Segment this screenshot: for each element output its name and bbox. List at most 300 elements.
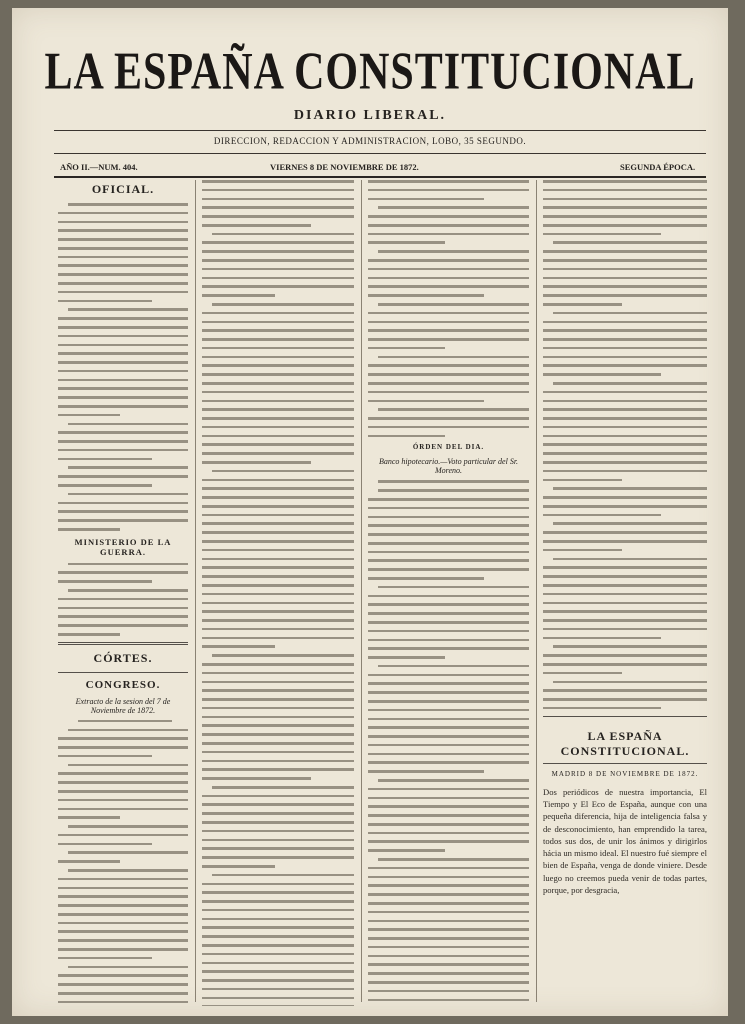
text-line xyxy=(368,417,529,420)
text-line xyxy=(368,391,529,394)
text-line xyxy=(58,816,120,819)
text-line xyxy=(543,338,707,341)
text-line xyxy=(368,963,529,966)
text-line xyxy=(543,250,707,253)
text-line xyxy=(202,373,354,376)
text-line xyxy=(543,663,707,666)
section-divider xyxy=(58,672,188,673)
text-line xyxy=(202,619,354,622)
text-line xyxy=(368,876,529,879)
column-divider xyxy=(361,180,362,1002)
text-line xyxy=(58,387,188,390)
text-line xyxy=(58,624,188,627)
text-line xyxy=(202,803,354,806)
text-line xyxy=(543,206,707,209)
text-line xyxy=(202,452,354,455)
text-line xyxy=(202,443,354,446)
text-line xyxy=(202,663,354,666)
text-line xyxy=(212,470,354,473)
text-line xyxy=(378,779,529,782)
text-line xyxy=(212,786,354,789)
text-line xyxy=(58,904,188,907)
text-line xyxy=(368,347,445,350)
text-line xyxy=(202,496,354,499)
text-line xyxy=(368,241,445,244)
text-line xyxy=(378,250,529,253)
text-line xyxy=(58,887,188,890)
text-line xyxy=(58,808,188,811)
text-line xyxy=(202,215,354,218)
text-line xyxy=(368,198,484,201)
text-line xyxy=(58,737,188,740)
section-divider xyxy=(543,716,707,717)
text-line xyxy=(202,689,354,692)
text-line xyxy=(368,233,529,236)
text-line xyxy=(58,440,188,443)
text-line xyxy=(58,799,188,802)
text-line xyxy=(58,510,188,513)
text-line xyxy=(543,303,622,306)
text-line xyxy=(202,250,354,253)
text-line xyxy=(378,586,529,589)
text-line xyxy=(553,522,707,525)
text-line xyxy=(58,755,152,758)
text-line xyxy=(58,282,188,285)
text-line xyxy=(368,884,529,887)
text-line xyxy=(543,672,622,675)
text-line xyxy=(553,487,707,490)
text-line xyxy=(58,370,188,373)
text-line xyxy=(553,681,707,684)
text-line xyxy=(378,489,529,492)
text-line xyxy=(368,920,529,923)
text-line xyxy=(368,937,529,940)
column-2 xyxy=(202,180,354,1006)
text-line xyxy=(58,502,188,505)
text-line xyxy=(58,957,152,960)
text-line xyxy=(58,344,188,347)
text-line xyxy=(553,241,707,244)
column-divider xyxy=(195,180,196,1002)
text-line xyxy=(58,291,188,294)
text-line xyxy=(202,988,354,991)
text-line xyxy=(202,347,354,350)
text-line xyxy=(202,865,275,868)
text-line xyxy=(202,856,354,859)
text-line xyxy=(543,461,707,464)
text-line xyxy=(543,259,707,262)
section-heading-cortes: CÓRTES. xyxy=(93,650,153,665)
text-line xyxy=(368,568,529,571)
text-line xyxy=(368,797,529,800)
text-line xyxy=(202,435,354,438)
section-heading-orden: ÓRDEN DEL DIA. xyxy=(412,443,485,452)
text-line xyxy=(78,720,172,723)
text-line xyxy=(368,972,529,975)
text-line xyxy=(202,487,354,490)
text-line xyxy=(543,198,707,201)
text-line xyxy=(202,768,354,771)
text-line xyxy=(68,825,188,828)
text-line xyxy=(202,558,354,561)
text-line xyxy=(368,603,529,606)
text-line xyxy=(58,300,152,303)
text-line xyxy=(543,479,622,482)
text-line xyxy=(58,317,188,320)
text-line xyxy=(543,452,707,455)
text-line xyxy=(58,352,188,355)
text-line xyxy=(202,294,275,297)
header-rule-mid xyxy=(54,153,706,154)
text-line xyxy=(68,869,188,872)
text-line xyxy=(202,206,354,209)
text-line xyxy=(368,321,529,324)
text-line xyxy=(368,285,529,288)
text-line xyxy=(202,224,311,227)
text-line xyxy=(368,849,445,852)
text-line xyxy=(378,206,529,209)
text-line xyxy=(543,329,707,332)
text-line xyxy=(202,400,354,403)
text-line xyxy=(202,645,275,648)
text-line xyxy=(368,682,529,685)
text-line xyxy=(58,528,120,531)
text-line xyxy=(543,189,707,192)
text-line xyxy=(368,744,529,747)
text-line xyxy=(368,621,529,624)
text-line xyxy=(202,821,354,824)
text-line xyxy=(202,1005,354,1006)
text-line xyxy=(202,514,354,517)
text-line xyxy=(543,540,707,543)
text-line xyxy=(543,593,707,596)
text-line xyxy=(202,830,354,833)
text-line xyxy=(553,645,707,648)
text-line xyxy=(543,566,707,569)
text-line xyxy=(202,198,354,201)
text-line xyxy=(202,970,354,973)
text-line xyxy=(202,602,354,605)
text-line xyxy=(368,814,529,817)
text-line xyxy=(212,654,354,657)
text-line xyxy=(368,516,529,519)
text-line xyxy=(202,180,354,183)
text-line xyxy=(368,770,484,773)
issue-epoch: SEGUNDA ÉPOCA. xyxy=(620,162,696,172)
text-line xyxy=(58,1001,188,1004)
text-line xyxy=(543,435,707,438)
text-line xyxy=(543,637,661,640)
text-line xyxy=(543,373,661,376)
text-line xyxy=(368,647,529,650)
session-extract-heading: Extracto de la sesion del 7 de Noviembre de 1872. xyxy=(75,696,171,715)
newspaper-page xyxy=(12,8,728,1016)
text-line xyxy=(202,391,354,394)
text-line xyxy=(58,326,188,329)
text-line xyxy=(543,215,707,218)
text-line xyxy=(68,308,188,311)
text-line xyxy=(202,285,354,288)
text-line xyxy=(68,423,188,426)
text-line xyxy=(553,382,707,385)
text-line xyxy=(543,268,707,271)
text-line xyxy=(543,224,707,227)
editorial-date: MADRID 8 DE NOVIEMBRE DE 1872. xyxy=(551,769,699,778)
text-line xyxy=(202,979,354,982)
text-line xyxy=(543,602,707,605)
text-line xyxy=(58,221,188,224)
text-line xyxy=(543,285,707,288)
text-line xyxy=(368,364,529,367)
text-line xyxy=(368,761,529,764)
text-line xyxy=(368,805,529,808)
text-line xyxy=(202,953,354,956)
text-line xyxy=(368,268,529,271)
text-line xyxy=(202,962,354,965)
text-line xyxy=(368,400,484,403)
text-line xyxy=(202,531,354,534)
text-line xyxy=(58,519,188,522)
text-line xyxy=(202,549,354,552)
text-line xyxy=(368,726,529,729)
text-line xyxy=(58,580,152,583)
text-line xyxy=(378,665,529,668)
text-line xyxy=(368,189,529,192)
text-line xyxy=(58,405,188,408)
text-line xyxy=(543,408,707,411)
text-line xyxy=(368,700,529,703)
text-line xyxy=(368,691,529,694)
text-line xyxy=(202,795,354,798)
text-line xyxy=(58,335,188,338)
text-line xyxy=(58,229,188,232)
text-line xyxy=(202,566,354,569)
text-line xyxy=(202,909,354,912)
text-line xyxy=(58,484,152,487)
text-line xyxy=(202,637,354,640)
text-line xyxy=(543,277,707,280)
text-line xyxy=(58,615,188,618)
text-line xyxy=(58,361,188,364)
text-line xyxy=(543,294,707,297)
text-line xyxy=(202,997,354,1000)
text-line xyxy=(378,303,529,306)
text-line xyxy=(58,983,188,986)
text-line xyxy=(58,974,188,977)
text-line xyxy=(543,514,661,517)
text-line xyxy=(368,928,529,931)
text-line xyxy=(202,356,354,359)
text-line xyxy=(68,589,188,592)
text-line xyxy=(368,215,529,218)
text-line xyxy=(543,180,707,183)
text-line xyxy=(368,498,529,501)
text-line xyxy=(202,777,311,780)
text-line xyxy=(202,268,354,271)
text-line xyxy=(202,417,354,420)
text-line xyxy=(58,772,188,775)
text-line xyxy=(58,571,188,574)
section-heading-ministerio: MINISTERIO DE LA GUERRA. xyxy=(74,536,172,557)
text-line xyxy=(202,733,354,736)
text-line xyxy=(58,913,188,916)
text-line xyxy=(368,718,529,721)
text-line xyxy=(368,277,529,280)
text-line xyxy=(368,507,529,510)
text-line xyxy=(378,480,529,483)
text-line xyxy=(368,981,529,984)
text-line xyxy=(543,347,707,350)
text-line xyxy=(68,563,188,566)
text-line xyxy=(58,449,188,452)
text-line xyxy=(58,212,188,215)
text-line xyxy=(202,321,354,324)
text-line xyxy=(202,593,354,596)
text-line xyxy=(58,843,152,846)
text-line xyxy=(202,742,354,745)
text-line xyxy=(58,475,188,478)
text-line xyxy=(368,955,529,958)
text-line xyxy=(202,628,354,631)
text-line xyxy=(378,356,529,359)
text-line xyxy=(378,858,529,861)
text-line xyxy=(202,505,354,508)
text-line xyxy=(202,681,354,684)
text-line xyxy=(543,610,707,613)
text-line xyxy=(202,364,354,367)
text-line xyxy=(368,338,529,341)
column-1 xyxy=(58,180,188,1006)
text-line xyxy=(58,930,188,933)
text-line xyxy=(368,524,529,527)
text-line xyxy=(543,321,707,324)
section-divider xyxy=(58,642,188,645)
text-line xyxy=(202,812,354,815)
text-line xyxy=(368,990,529,993)
text-line xyxy=(202,277,354,280)
text-line xyxy=(202,751,354,754)
text-line xyxy=(202,584,354,587)
text-line xyxy=(202,883,354,886)
column-4 xyxy=(543,180,707,1006)
text-line xyxy=(553,312,707,315)
text-line xyxy=(58,379,188,382)
text-line xyxy=(58,834,188,837)
text-line xyxy=(202,408,354,411)
text-line xyxy=(368,902,529,905)
text-line xyxy=(543,575,707,578)
text-line xyxy=(58,633,120,636)
text-line xyxy=(202,900,354,903)
text-line xyxy=(543,496,707,499)
text-line xyxy=(58,939,188,942)
text-line xyxy=(543,698,707,701)
text-line xyxy=(368,911,529,914)
text-line xyxy=(202,760,354,763)
text-line xyxy=(543,233,661,236)
text-line xyxy=(368,426,529,429)
text-line xyxy=(58,238,188,241)
text-line xyxy=(543,654,707,657)
text-line xyxy=(58,598,188,601)
text-line xyxy=(202,672,354,675)
text-line xyxy=(368,294,484,297)
text-line xyxy=(212,874,354,877)
text-line xyxy=(202,189,354,192)
text-line xyxy=(58,414,120,417)
text-line xyxy=(368,259,529,262)
text-line xyxy=(543,443,707,446)
text-line xyxy=(368,788,529,791)
subheading-banco: Banco hipotecario.—Voto particular del Sr. Moreno. xyxy=(378,457,519,476)
text-line xyxy=(368,832,529,835)
text-line xyxy=(543,628,707,631)
text-line xyxy=(543,417,707,420)
text-line xyxy=(368,867,529,870)
text-line xyxy=(58,948,188,951)
text-line xyxy=(202,918,354,921)
subtitle: DIARIO LIBERAL. xyxy=(293,108,447,123)
issue-date: VIERNES 8 DE NOVIEMBRE DE 1872. xyxy=(270,162,419,172)
text-line xyxy=(368,630,529,633)
header-rule-bottom xyxy=(54,176,706,178)
text-line xyxy=(58,396,188,399)
text-line xyxy=(212,233,354,236)
text-line xyxy=(68,764,188,767)
text-line xyxy=(543,364,707,367)
text-line xyxy=(58,992,188,995)
text-line xyxy=(543,356,707,359)
text-line xyxy=(368,840,529,843)
section-heading-oficial: OFICIAL. xyxy=(91,182,155,196)
text-line xyxy=(202,610,354,613)
text-line xyxy=(202,259,354,262)
text-line xyxy=(202,382,354,385)
text-line xyxy=(553,558,707,561)
text-line xyxy=(368,312,529,315)
text-line xyxy=(543,400,707,403)
text-line xyxy=(68,851,188,854)
text-line xyxy=(68,966,188,969)
text-line xyxy=(543,689,707,692)
text-line xyxy=(202,707,354,710)
text-line xyxy=(368,559,529,562)
text-line xyxy=(543,505,707,508)
text-line xyxy=(202,716,354,719)
text-line xyxy=(58,790,188,793)
address-line: DIRECCION, REDACCION Y ADMINISTRACION, LOBO, 35 SEGUNDO. xyxy=(213,136,527,146)
text-line xyxy=(378,408,529,411)
text-line xyxy=(202,698,354,701)
text-line xyxy=(202,540,354,543)
text-line xyxy=(368,823,529,826)
text-line xyxy=(202,575,354,578)
text-line xyxy=(202,891,354,894)
text-line xyxy=(58,746,188,749)
text-line xyxy=(58,607,188,610)
text-line xyxy=(58,781,188,784)
text-line xyxy=(543,470,707,473)
text-line xyxy=(543,707,661,710)
text-line xyxy=(212,303,354,306)
text-line xyxy=(58,247,188,250)
column-divider xyxy=(536,180,537,1002)
text-line xyxy=(202,338,354,341)
text-line xyxy=(58,878,188,881)
text-line xyxy=(202,935,354,938)
text-line xyxy=(202,522,354,525)
text-line xyxy=(58,256,188,259)
